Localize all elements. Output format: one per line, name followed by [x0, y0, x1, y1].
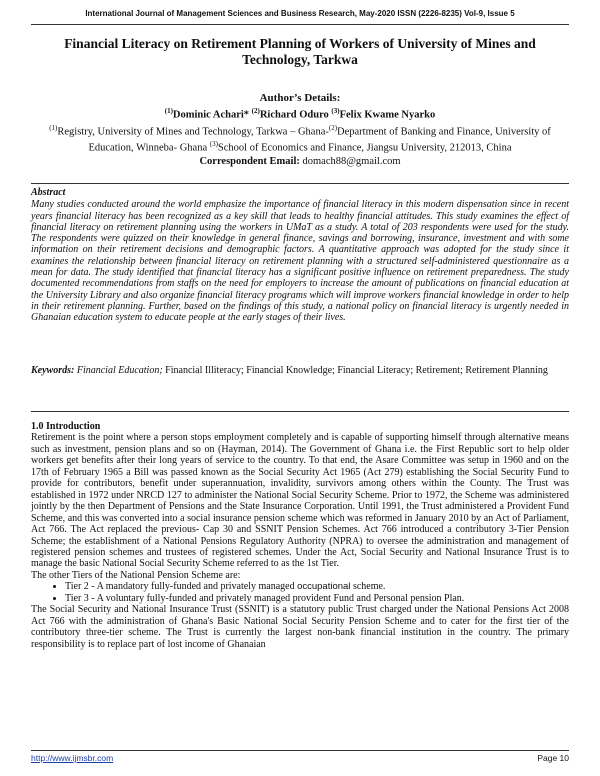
author3-name: Felix Kwame Nyarko	[339, 109, 436, 121]
email-label: Correspondent Email:	[199, 155, 300, 167]
affiliations	[31, 122, 569, 155]
tier-2-end: scheme.	[350, 581, 386, 593]
intro-paragraph-1: Retirement is the point where a person stops employment completely and is capable of supporting himself through alternative means such as investment, pension plans and so on (Hayman, 2014). The Government of Ghana i.e. the First Republic sort to help older workers get benefits after their long years of service to the country. To that end, the Asare Committee was setup in 1960 and on the 17th of February 1965 a Bill was passed known as the Social Security Act 1965 (Act 279) establishing the Social Security Fund to provide for contributors, benefit under superannuation, invalidity, survivors among others within the County. The Trust was established in 1972 under NRCD 127 to administer the National Social Security Scheme. Prior to 1972, the Scheme was administered jointly by the then Department of Pensions and the State Insurance Corporation. Until 1991, the Trust administered a Provident Fund Scheme, and this was converted into a social insurance pension scheme which was reformed in January 2010 by an Act of Parliament, Act 766. The Act replaced the previous- Cap 30 and SSNIT Pension Schemes. Act 766 introduced a contributory 3-Tier Pension Scheme; the establishment of a National Pensions Regulatory Authority (NPRA) to oversee the administration and management of registered pension schemes and trustees of registered schemes. Under the Act, Social Security and National Insurance Trust is to manage the basic National Social Security Scheme referred to as the 1st Tier.	[31, 432, 569, 570]
author3-superscript: (3)	[331, 107, 340, 115]
affil1-text: Registry, University of Mines and Technology, Tarkwa – Ghana-	[57, 126, 329, 137]
abstract-section	[31, 187, 569, 324]
abstract-body: Many studies conducted around the world emphasize the importance of financial literacy in this modern dispensation since in recent years financial literacy has been recognized as a key skill that leads to healthy financial attitudes. This study examines the effect of financial literacy on retirement planning using the workers in UMaT as a study. A total of 203 respondents were used for the study. The respondents were quizzed on their knowledge in general finance, savings and borrowing, insurance, investment and with some information on their retirement decisions and demographic factors. A quantitative approach was adopted for the study since it examines the relationship between financial literacy on retirement planning with a structured self-administered questionnaire as a mean for data. The study identified that financial literacy has a significant positive influence on retirement preparedness. The study documented recommendations from staffs on the need for employers to increase the amount of publications on financial education at the University Library and also organize financial literacy programs which will improve workers financial knowledge in order to help in their retirement planning. Further, based on the findings of this study, a national policy on financial literacy is urgently needed in Ghanaian education system to educate people at the early stages of their lives.	[31, 199, 569, 324]
author-names	[31, 105, 569, 122]
author1-name: Dominic Achari	[172, 109, 244, 121]
journal-header: International Journal of Management Sciences and Business Research, May-2020 ISSN (2226-8235) Vol-9, Issue 5	[31, 7, 569, 25]
author1-superscript: (1)	[164, 107, 173, 115]
divider-bottom	[31, 411, 569, 412]
affil1-superscript: (1)	[49, 123, 58, 132]
journal-website-link[interactable]: http://www.ijmsbr.com	[31, 753, 114, 763]
keywords-label: Keywords:	[31, 365, 75, 376]
authors-label: Author’s Details:	[259, 92, 341, 104]
author2-name: Richard Oduro	[259, 109, 329, 121]
tier-list	[31, 581, 569, 604]
correspondent-email	[31, 155, 569, 168]
divider-top	[31, 183, 569, 184]
tier-2-occupational: occupational	[297, 581, 351, 593]
affil2-text: Department of Banking and Finance, University of Education, Winneba- Ghana	[88, 126, 551, 154]
keywords-rest: Financial Illiteracy; Financial Knowledge; Financial Literacy; Retirement; Retirement Planning	[162, 365, 548, 376]
tier-2-item	[65, 581, 569, 592]
keywords-first: Financial Education;	[76, 365, 163, 376]
email-address: domach88@gmail.com	[302, 155, 401, 167]
page-number: Page 10	[537, 753, 569, 763]
tier-3-item: • Tier 3 - A voluntary fully-funded and privately managed provident Fund and Personal pension Plan.	[65, 593, 569, 604]
introduction-heading: 1.0 Introduction	[31, 421, 101, 432]
intro-paragraph-1-tail: The other Tiers of the National Pension Scheme are:	[31, 569, 241, 581]
abstract-heading: Abstract	[31, 187, 66, 198]
affil3-text: School of Economics and Finance, Jiangsu University, 212013, China	[217, 142, 512, 154]
footer-divider	[31, 750, 569, 751]
tier-2-text: Tier 2 - A mandatory fully-funded and privately managed	[65, 581, 298, 593]
author1-mark: *	[243, 109, 250, 121]
introduction-section	[31, 421, 569, 650]
author-details	[31, 92, 569, 168]
intro-paragraph-2: The Social Security and National Insurance Trust (SSNIT) is a statutory public Trust charged under the National Pensions Act 2008 Act 766 with the administration of Ghana's Basic National Social Security Pension Scheme and to cater for the first tier of the contributory three-tier scheme. The Trust is currently the largest non-bank financial institution in the country. The primary responsibility is to replace part of lost income of Ghanaian	[31, 604, 569, 650]
affil3-superscript: (3)	[209, 140, 218, 148]
paper-title: Financial Literacy on Retirement Planning of Workers of University of Mines and Technology, Tarkwa	[64, 36, 536, 67]
keywords-section	[31, 365, 569, 376]
page-footer	[31, 753, 569, 767]
author2-superscript: (2)	[251, 107, 260, 115]
affil2-superscript: (2)	[328, 123, 338, 132]
